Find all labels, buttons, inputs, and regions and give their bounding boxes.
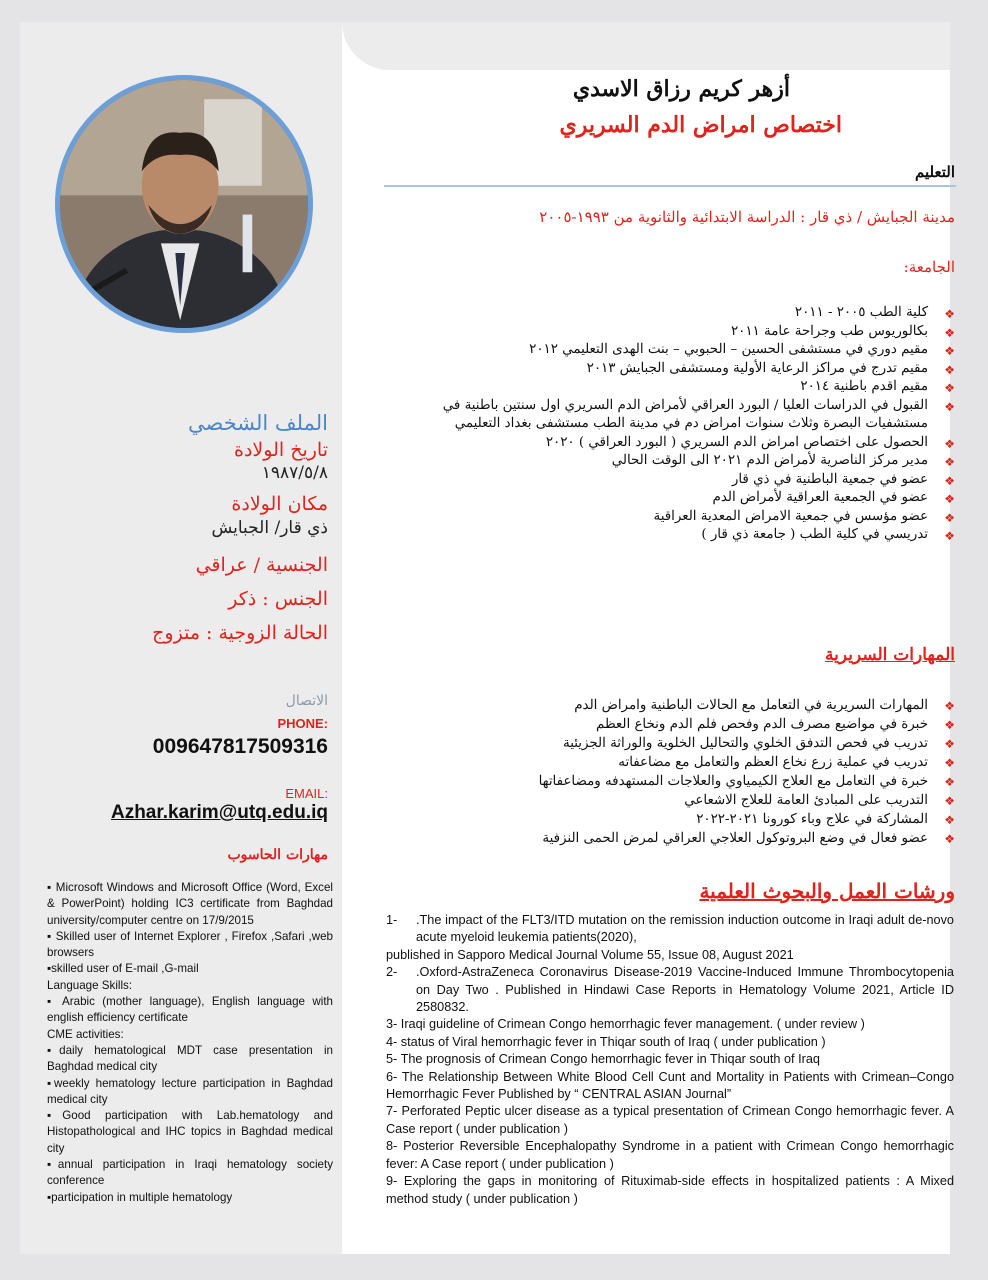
research-item: 6- The Relationship Between White Blood Cell Cunt and Mortality in Patients with Crimean–Congo Hemorrhagic Fever Published by “ CENTRAL ASIAN Journal” xyxy=(386,1069,954,1102)
list-item: ❖ القبول في الدراسات العليا / البورد العراقي لأمراض الدم السريري اول سنتين باطنية في مستشفيات البصرة وثلاث سنوات امراض دم في مدينة الطب مستشفى بغداد التعليمي xyxy=(408,397,928,434)
list-item: ▪Good participation with Lab.hematology and Histopathological and IHC topics in Baghdad medical city xyxy=(47,1109,333,1155)
phone-number[interactable]: 009647817509316 xyxy=(152,735,328,758)
list-item: ❖ مدير مركز الناصرية لأمراض الدم ٢٠٢١ الى الوقت الحالي xyxy=(408,452,928,471)
item-text: .Oxford-AstraZeneca Coronavirus Disease-2019 Vaccine-Induced Immune Thrombocytopenia on Day Two . Published in Hindawi Case Reports in Hematology Volume 2021, Article ID 2580832. xyxy=(416,965,954,1015)
research-item: published in Sapporo Medical Journal Volume 55, Issue 08, August 2021 xyxy=(386,947,794,962)
personal-profile xyxy=(68,410,328,644)
computer-skills-heading: مهارات الحاسوب xyxy=(227,847,328,863)
list-item: Language Skills: xyxy=(47,978,133,992)
list-item: ❖ مقيم دوري في مستشفى الحسين – الحبوبي – بنت الهدى التعليمي ٢٠١٢ xyxy=(408,341,928,360)
list-item: ❖ التدريب على المبادئ العامة للعلاج الاشعاعي xyxy=(458,791,928,810)
research-list xyxy=(386,912,954,1208)
item-text: .The impact of the FLT3/ITD mutation on the remission induction outcome in Iraqi adult de-novo acute myeloid leukemia patients(2020), xyxy=(416,913,954,945)
gender: الجنس : ذكر xyxy=(228,588,328,610)
list-item: ❖ المشاركة في علاج وباء كورونا ٢٠٢١-٢٠٢٢ xyxy=(458,810,928,829)
list-item: ▪participation in multiple hematology xyxy=(47,1190,233,1204)
list-item: ▪ Arabic (mother language), English language with english efficiency certificate xyxy=(47,995,333,1025)
list-item: CME activities: xyxy=(47,1027,124,1041)
list-item: ▪skilled user of E-mail ,G-mail xyxy=(47,962,199,976)
profile-photo xyxy=(55,75,313,333)
email-label: EMAIL: xyxy=(285,786,328,801)
item-number: 1- xyxy=(386,913,398,927)
pob-value: ذي قار/ الجبايش xyxy=(211,518,328,538)
research-item: 3- Iraqi guideline of Crimean Congo hemorrhagic fever management. ( under review ) xyxy=(386,1017,865,1032)
dob-value: ١٩٨٧/٥/٨ xyxy=(261,463,328,483)
contact-heading: الاتصال xyxy=(285,692,328,708)
list-item: ❖ تدريسي في كلية الطب ( جامعة ذي قار ) xyxy=(408,526,928,545)
research-item xyxy=(386,912,954,947)
list-item: ❖ عضو فعال في وضع البروتوكول العلاجي العراقي لمرض الحمى النزفية xyxy=(458,829,928,848)
list-item: ❖ خبرة في مواضيع مصرف الدم وفحص فلم الدم ونخاع العظم xyxy=(458,715,928,734)
pob-label: مكان الولادة xyxy=(231,493,328,515)
list-item: ❖ تدريب في فحص التدفق الخلوي والتحاليل الخلوية والوراثة الجزيئية xyxy=(458,734,928,753)
list-item: ❖ مقيم تدرج في مراكز الرعاية الأولية ومستشفى الجبايش ٢٠١٣ xyxy=(408,360,928,379)
list-item: ❖ عضو في الجمعية العراقية لأمراض الدم xyxy=(408,489,928,508)
list-item: ❖ تدريب في عملية زرع نخاع العظم والتعامل مع مضاعفاته xyxy=(458,753,928,772)
university-label: الجامعة: xyxy=(903,258,955,276)
nationality: الجنسية / عراقي xyxy=(195,554,328,576)
research-item: 8- Posterior Reversible Encephalopathy Syndrome in a patient with Crimean Congo hemorrhagic fever: A Case report ( under publication ) xyxy=(386,1139,954,1171)
list-item: ❖ عضو مؤسس في جمعية الامراض المعدية العراقية xyxy=(408,508,928,527)
education-heading: التعليم xyxy=(915,163,955,181)
person-name: أزهر كريم رزاق الاسدي xyxy=(572,76,790,102)
portrait-illustration xyxy=(60,80,308,328)
marital-status: الحالة الزوجية : متزوج xyxy=(152,622,328,644)
research-item xyxy=(386,964,954,1016)
list-item: ▪annual participation in Iraqi hematology society conference xyxy=(47,1158,333,1188)
research-item: 5- The prognosis of Crimean Congo hemorrhagic fever in Thiqar south of Iraq xyxy=(386,1052,820,1067)
clinical-skills-list xyxy=(458,696,928,848)
list-item: ▪ Microsoft Windows and Microsoft Office (Word, Excel & PowerPoint) holding IC3 certificate from Baghdad university/computer centre on 17/9/2015 xyxy=(47,881,333,927)
section-divider xyxy=(384,185,956,187)
list-item: ❖ خبرة في التعامل مع العلاج الكيمياوي والعلاجات المستهدفه ومضاعفاتها xyxy=(458,772,928,791)
dob-label: تاريخ الولادة xyxy=(234,439,328,461)
list-item: ▪weekly hematology lecture participation in Baghdad medical city xyxy=(47,1076,333,1106)
list-item: ❖ الحصول على اختصاص امراض الدم السريري ( البورد العراقي ) ٢٠٢٠ xyxy=(408,434,928,453)
email-link[interactable]: Azhar.karim@utq.edu.iq xyxy=(110,802,328,823)
top-decorative-band xyxy=(342,22,950,70)
specialty-title: اختصاص امراض الدم السريري xyxy=(559,112,842,138)
list-item: ❖ كلية الطب ٢٠٠٥ - ٢٠١١ xyxy=(408,304,928,323)
list-item: ▪daily hematological MDT case presentation in Baghdad medical city xyxy=(47,1043,333,1074)
list-item: ❖ مقيم اقدم باطنية ٢٠١٤ xyxy=(408,378,928,397)
computer-skills-list xyxy=(47,880,333,1206)
item-number: 2- xyxy=(386,965,398,980)
university-list xyxy=(408,304,928,545)
school-line: مدينة الجبايش / ذي قار : الدراسة الابتدائية والثانوية من ١٩٩٣-٢٠٠٥ xyxy=(539,208,955,226)
list-item: ❖ بكالوريوس طب وجراحة عامة ٢٠١١ xyxy=(408,323,928,342)
profile-heading: الملف الشخصي xyxy=(188,411,328,435)
list-item: ▪ Skilled user of Internet Explorer , Firefox ,Safari ,web browsers xyxy=(47,929,333,960)
research-heading: ورشات العمل والبحوث العلمية xyxy=(699,879,955,903)
list-item: ❖ عضو في جمعية الباطنية في ذي قار xyxy=(408,471,928,490)
clinical-skills-heading: المهارات السريرية xyxy=(824,645,955,665)
list-item: ❖ المهارات السريرية في التعامل مع الحالات الباطنية وامراض الدم xyxy=(458,696,928,715)
research-item: 7- Perforated Peptic ulcer disease as a typical presentation of Crimean Congo hemorrhagic fever. A Case report ( under publication ) xyxy=(386,1104,954,1136)
phone-label: PHONE: xyxy=(277,716,328,731)
research-item: 4- status of Viral hemorrhagic fever in Thiqar south of Iraq ( under publication ) xyxy=(386,1034,826,1049)
research-item: 9- Exploring the gaps in monitoring of Rituximab-side effects in hospitalized patients : A Mixed method study ( under publication ) xyxy=(386,1174,954,1206)
